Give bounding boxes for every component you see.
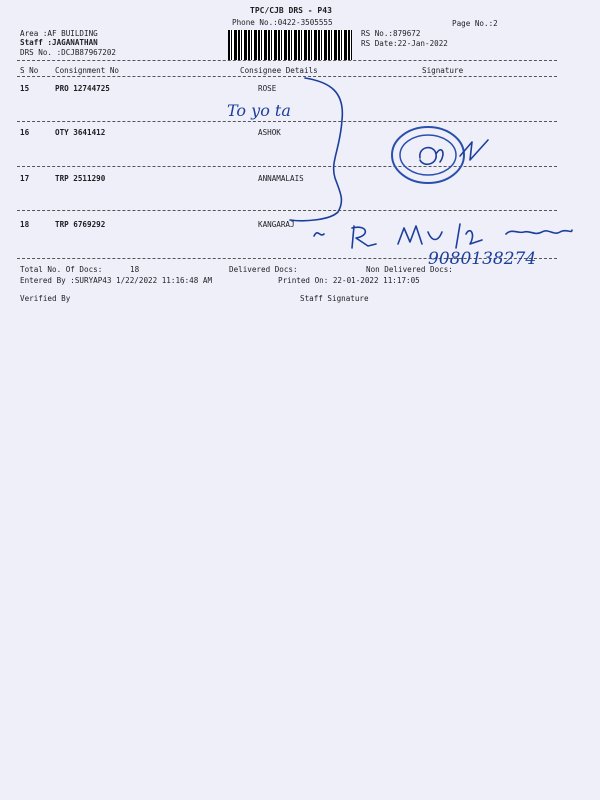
- row-sno: 15: [20, 84, 30, 93]
- staff-signature-label: Staff Signature: [300, 294, 369, 303]
- total-docs-value: 18: [130, 265, 140, 274]
- column-header-consignment: Consignment No: [55, 66, 120, 75]
- printed-on: Printed On: 22-01-2022 11:17:05: [278, 276, 420, 285]
- column-header-signature: Signature: [422, 66, 464, 75]
- row-consignment: OTY 3641412: [55, 128, 106, 137]
- row-consignee: ANNAMALAIS: [258, 174, 304, 183]
- row-consignee: ROSE: [258, 84, 277, 93]
- row-consignee: ASHOK: [258, 128, 281, 137]
- drs-number: DRS No. :DCJB87967202: [20, 48, 117, 57]
- verified-by: Verified By: [20, 294, 71, 303]
- row-sno: 17: [20, 174, 30, 183]
- page-number: Page No.:2: [452, 19, 498, 28]
- row-sno: 16: [20, 128, 30, 137]
- total-docs-label: Total No. Of Docs:: [20, 265, 103, 274]
- row-consignee: KANGARAJ: [258, 220, 295, 229]
- rs-date: RS Date:22-Jan-2022: [361, 39, 448, 48]
- row-consignment: PRO 12744725: [55, 84, 110, 93]
- svg-text:To yo ta: To yo ta: [227, 101, 291, 120]
- non-delivered-docs-label: Non Delivered Docs:: [366, 265, 453, 274]
- stamp-signature-scribble: [458, 136, 498, 166]
- area-label: Area :AF BUILDING: [20, 29, 98, 38]
- staff-label: Staff :JAGANATHAN: [20, 38, 98, 47]
- document-title: TPC/CJB DRS - P43: [250, 6, 332, 15]
- column-header-sno: S No: [20, 66, 39, 75]
- column-header-consignee: Consignee Details: [240, 66, 318, 75]
- phone-number: Phone No.:0422-3505555: [232, 18, 333, 27]
- delivered-docs-label: Delivered Docs:: [229, 265, 298, 274]
- svg-text:9080138274: 9080138274: [428, 249, 537, 269]
- row-sno: 18: [20, 220, 30, 229]
- row-consignment: TRP 6769292: [55, 220, 106, 229]
- rs-number: RS No.:879672: [361, 29, 421, 38]
- row-consignment: TRP 2511290: [55, 174, 106, 183]
- entered-by: Entered By :SURYAP43 1/22/2022 11:16:48 AM: [20, 276, 213, 285]
